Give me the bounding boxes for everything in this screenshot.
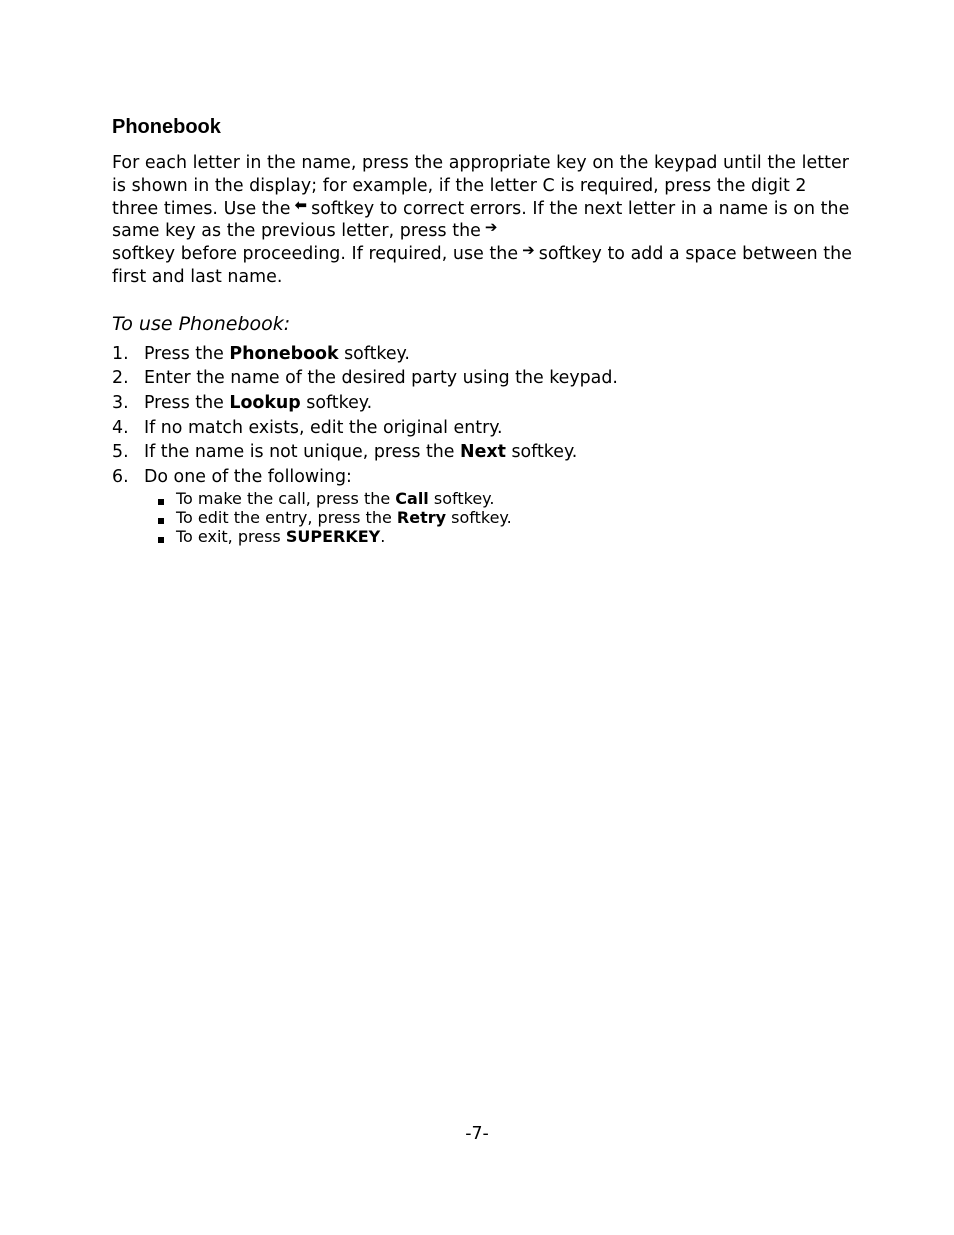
- intro-text-4: softkey to add a space between the first and last name.: [112, 244, 852, 287]
- option-text: To exit, press: [176, 527, 286, 547]
- step-text: softkey.: [338, 343, 410, 364]
- softkey-name: Call: [395, 489, 429, 509]
- step-text: Do one of the following:: [144, 466, 352, 487]
- option-item: [145, 527, 852, 546]
- page-number: -7-: [465, 1124, 489, 1144]
- option-text: softkey.: [446, 508, 512, 528]
- steps-list: [112, 342, 852, 490]
- step-number: 4.: [112, 417, 129, 438]
- intro-text-2: softkey to correct errors. If the next letter in a name is on the same key as the previous letter, press the: [112, 198, 850, 242]
- back-arrow-icon: ⬅: [294, 195, 308, 214]
- softkey-name: Lookup: [229, 392, 301, 413]
- step-number: 5.: [112, 442, 129, 463]
- step-text: If the name is not unique, press the: [144, 442, 461, 463]
- section-title: Phonebook: [112, 116, 221, 138]
- step-text: Press the: [144, 392, 230, 413]
- forward-arrow-icon: ➔: [484, 218, 498, 237]
- step-item: [112, 391, 852, 416]
- option-text: softkey.: [428, 489, 495, 509]
- intro-paragraph: [112, 152, 852, 289]
- step-text: Press the: [144, 343, 230, 364]
- key-name: SUPERKEY: [285, 527, 381, 547]
- step-item: [112, 440, 852, 465]
- intro-text-1: For each letter in the name, press the appropriate key on the keypad until the letter is shown in the display; for example, if the letter C is required, press the digit 2 three times. Use the: [112, 153, 849, 219]
- step-item: [112, 342, 852, 367]
- option-text: To edit the entry, press the: [176, 508, 397, 528]
- softkey-name: Next: [460, 442, 506, 463]
- option-text: To make the call, press the: [176, 489, 396, 509]
- option-item: [145, 489, 852, 508]
- step-text: softkey.: [300, 392, 373, 413]
- step-number: 3.: [112, 392, 129, 413]
- options-list: [112, 489, 852, 546]
- option-text: .: [380, 527, 386, 547]
- step-number: 6.: [112, 466, 129, 487]
- document-page: [112, 114, 852, 546]
- square-bullet-icon: [158, 499, 164, 505]
- option-item: [145, 508, 852, 527]
- procedure-title: To use Phonebook:: [112, 312, 291, 335]
- step-number: 1.: [112, 343, 129, 364]
- step-item: [112, 465, 852, 490]
- forward-arrow-icon: ➔: [522, 241, 535, 260]
- softkey-name: Phonebook: [229, 343, 339, 364]
- square-bullet-icon: [158, 518, 164, 524]
- step-text: softkey.: [505, 442, 578, 463]
- softkey-name: Retry: [396, 508, 447, 528]
- step-text: Enter the name of the desired party using the keypad.: [144, 368, 618, 389]
- step-text: If no match exists, edit the original entry.: [144, 417, 503, 438]
- intro-text-3: softkey before proceeding. If required, use the: [112, 244, 519, 265]
- step-item: [112, 416, 852, 441]
- step-number: 2.: [112, 368, 129, 389]
- step-item: [112, 366, 852, 391]
- square-bullet-icon: [158, 537, 164, 543]
